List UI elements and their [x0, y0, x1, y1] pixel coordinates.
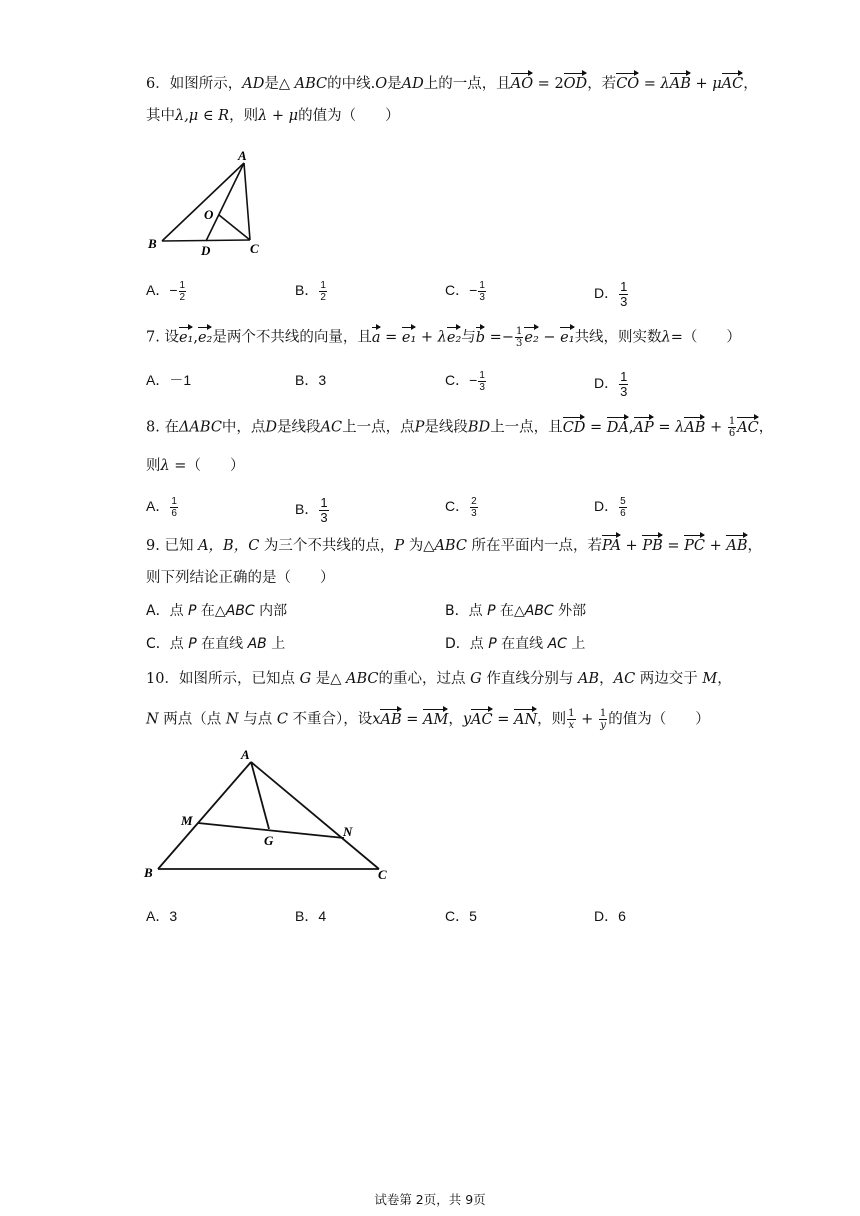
- label-C: C: [250, 241, 259, 256]
- label-D: D: [201, 243, 211, 258]
- vector-CO: CO: [616, 76, 640, 92]
- question-number: 9.: [146, 538, 165, 554]
- label-A: A: [238, 148, 247, 163]
- q10-option-c[interactable]: C．5: [445, 908, 477, 924]
- segment-AG: [251, 762, 269, 829]
- label-N: N: [343, 824, 353, 839]
- vector-b: b: [475, 329, 486, 346]
- page-footer: 试卷第 2页，共 9页: [374, 1192, 486, 1207]
- vector-AP: AP: [633, 419, 654, 436]
- q6-option-d[interactable]: D． $\frac{1}{3}$: [594, 279, 628, 309]
- vector-OD: OD: [563, 76, 588, 92]
- q9-option-c[interactable]: C．点 P 在直线 AB 上: [146, 636, 286, 652]
- q10-option-a[interactable]: A．3: [146, 908, 178, 924]
- label-B: B: [144, 865, 153, 880]
- q7-option-d[interactable]: D． $\frac{1}{3}$: [594, 369, 628, 399]
- q6-figure-triangle: [140, 140, 280, 260]
- vector-AO: AO: [510, 76, 534, 92]
- question-number: 6．: [146, 76, 170, 92]
- segment-OC: [219, 215, 250, 240]
- q8-option-d[interactable]: D． $\frac{5}{6}$: [594, 496, 626, 519]
- segment-AC: [251, 762, 379, 869]
- vector-PA: PA: [602, 538, 621, 554]
- label-G: G: [264, 833, 274, 848]
- segment-AD: [206, 163, 244, 241]
- label-O: O: [204, 207, 214, 222]
- vector-AC: AC: [737, 419, 759, 436]
- q8-option-a[interactable]: A． $\frac{1}{6}$: [146, 496, 177, 519]
- vector-PB: PB: [642, 538, 663, 554]
- q7-option-b[interactable]: B．3: [295, 372, 327, 388]
- segment-AB: [158, 762, 251, 869]
- q6-option-b[interactable]: B． $\frac{1}{2}$: [295, 280, 326, 303]
- q8-option-b[interactable]: B． $\frac{1}{3}$: [295, 495, 328, 525]
- vector-AB: AB: [669, 76, 691, 92]
- q6-option-c[interactable]: C．− $\frac{1}{3}$: [445, 280, 485, 303]
- vector-CD: CD: [562, 419, 586, 436]
- q9-stem-line2: 则下列结论正确的是（ ）: [146, 570, 335, 586]
- segment-AC: [244, 163, 250, 240]
- vector-AB: AB: [684, 419, 706, 436]
- question-number: 7.: [146, 329, 165, 346]
- q7-option-a[interactable]: A．－1: [146, 372, 192, 388]
- q6-stem-line1: 6．如图所示，AD是△ ABC的中线.O是AD上的一点，且AO = 2OD，若CO = λAB + μAC，: [146, 76, 758, 92]
- q9-option-a[interactable]: A．点 P 在△ABC 内部: [146, 603, 288, 619]
- q6-stem-line2: 其中λ,μ ∈ R，则λ + μ的值为（ ）: [146, 108, 400, 124]
- vector-PC: PC: [684, 538, 705, 554]
- vector-e1: e₁: [178, 329, 194, 346]
- q8-stem-line1: 8. 在ΔABC中，点D是线段AC上一点，点P是线段BD上一点，且CD = DA,AP = λAB + $\frac{1}{6}$ AC，: [146, 416, 774, 439]
- q8-option-c[interactable]: C． $\frac{2}{3}$: [445, 496, 477, 519]
- q10-figure-triangle: [140, 745, 400, 885]
- q10-stem-line2: N 两点（点 N 与点 C 不重合），设xAB = AM，yAC = AN，则 $\frac{1}{x}$ + $\frac{1}{y}$ 的值为（ ）: [146, 708, 710, 731]
- q10-option-d[interactable]: D．6: [594, 908, 626, 924]
- q9-option-d[interactable]: D．点 P 在直线 AC 上: [445, 636, 586, 652]
- question-number: 8.: [146, 419, 165, 436]
- segment-AB: [162, 163, 244, 241]
- q7-option-c[interactable]: C．− $\frac{1}{3}$: [445, 370, 485, 393]
- vector-e2: e₂: [197, 329, 213, 346]
- label-M: M: [181, 813, 193, 828]
- label-B: B: [148, 236, 157, 251]
- vector-a: a: [371, 329, 381, 346]
- q8-stem-line2: 则λ =（ ）: [146, 458, 245, 474]
- q9-option-b[interactable]: B．点 P 在△ABC 外部: [445, 603, 587, 619]
- vector-AM: AM: [422, 711, 449, 728]
- q10-stem-line1: 10．如图所示，已知点 G 是△ ABC的重心，过点 G 作直线分别与 AB，AC 两边交于 M，: [146, 671, 732, 687]
- q7-stem: 7. 设e₁,e₂是两个不共线的向量，且a = e₁ + λe₂与b =− $\frac{1}{3}$ e₂ − e₁共线，则实数λ=（ ）: [146, 326, 741, 349]
- q9-stem-line1: 9. 已知 A，B，C 为三个不共线的点，P 为△ABC 所在平面内一点，若PA + PB = PC + AB，: [146, 538, 762, 554]
- vector-DA: DA: [606, 419, 629, 436]
- vector-AN: AN: [513, 711, 538, 728]
- q10-option-b[interactable]: B．4: [295, 908, 327, 924]
- vector-AC: AC: [471, 711, 493, 728]
- label-C: C: [378, 867, 387, 882]
- q6-option-a[interactable]: A．− $\frac{1}{2}$: [146, 280, 186, 303]
- question-number: 10．: [146, 671, 179, 687]
- vector-AB: AB: [726, 538, 748, 554]
- vector-AC: AC: [721, 76, 744, 92]
- label-A: A: [241, 747, 250, 762]
- vector-AB: AB: [380, 711, 402, 728]
